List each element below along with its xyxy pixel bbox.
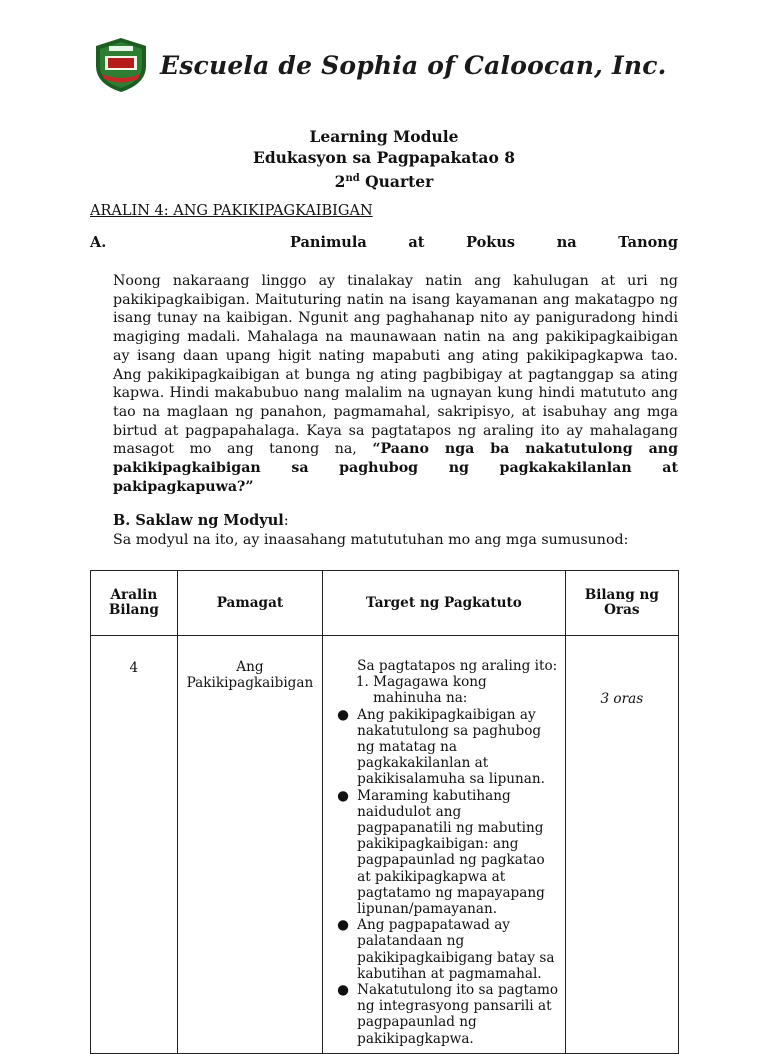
section-a-word: Tanong [618,234,678,251]
school-logo [92,36,150,94]
title-quarter: 2nd Quarter [334,172,434,192]
section-b-heading: B. Saklaw ng Modyul: [113,512,289,529]
bullet-icon: ● [337,787,350,804]
col-pamagat: Pamagat [177,571,322,636]
intro-paragraph [113,272,678,496]
lesson-heading: ARALIN 4: ANG PAKIKIPAGKAIBIGAN [90,203,373,219]
list-item: ● Nakatutulong ito sa pagtamo ng integrasyong pansarili at pagpapaunlad ng pakikipagkapwa. [337,982,559,1047]
table-row [91,636,679,1054]
cell-oras: 3 oras [565,636,678,1054]
col-aralin-bilang: Aralin Bilang [91,571,178,636]
cell-pamagat: Ang Pakikipagkaibigan [177,636,322,1054]
cell-target [323,636,565,1054]
intro-text: Noong nakaraang linggo ay tinalakay natin ang kahulugan at uri ng pakikipagkaibigan. Maituturing natin na isang kayamanan ang makatagpo ng isang tunay na kaibigan. Ngunit ang paghahanap nito ay paniguradong hindi magiging madali. Mahalaga na maunawaan natin na ang pakikipagkaibigan ay isang daan upang higit nating mapabuti ang ating pakikipagkapwa tao. Ang pakikipagkaibigan at bunga ng ating pagbibigay at pagtanggap sa ating kapwa. Hindi makabubuo nang malalim na ugnayan kung hindi matututo ang tao na maglaan ng panahon, pagmamahal, sakripisyo, at isabuhay ang mga birtud at pagpapahalaga. Kaya sa pagtatapos ng araling ito ay mahalagang masagot mo ang tanong na, [113,273,678,458]
section-b-description: Sa modyul na ito, ay inaasahang matututuhan mo ang mga sumusunod: [113,532,629,548]
cell-bilang: 4 [91,636,178,1054]
focus-question: “Paano nga ba nakatutulong ang pakikipagkaibigan sa paghubog ng pagkakakilanlan at pakipagkapuwa?” [113,441,679,495]
section-a-word: at [408,234,425,251]
module-titles [0,126,768,192]
page-header [92,36,667,94]
section-a-word: Panimula [290,234,367,251]
section-a-letter: A. [90,234,107,251]
section-a-word: na [556,234,577,251]
school-name: Escuela de Sophia of Caloocan, Inc. [160,50,667,80]
col-target: Target ng Pagkatuto [323,571,565,636]
module-scope-table [90,570,679,1054]
list-item: ● Maraming kabutihang naidudulot ang pagpapanatili ng mabuting pakikipagkaibigan: ang pagpapaunlad ng pagkatao at pakikipagkapwa at pagtatamo ng mapayapang lipunan/pamayanan. [337,787,545,918]
bullet-icon: ● [337,917,350,934]
section-a-word: Pokus [466,234,516,251]
target-bullet-list [333,707,558,1047]
title-subject: Edukasyon sa Pagpapakatao 8 [253,148,515,167]
list-item: ● Ang pakikipagkaibigan ay nakatutulong sa paghubog ng matatag na pagkakakilanlan at pakikisalamuha sa lipunan. [337,706,545,788]
list-item: 1. Magagawa kong mahinuha na: [373,674,558,706]
col-bilang-oras: Bilang ng Oras [565,571,678,636]
target-numbered-list [333,674,558,706]
target-intro: Sa pagtatapos ng araling ito: [357,658,558,674]
bullet-icon: ● [337,982,350,999]
list-item: ● Ang pagpapatawad ay palatandaan ng pakikipagkaibigang batay sa kabutihan at pagmamahal. [337,917,555,982]
table-header-row [91,571,679,636]
bullet-icon: ● [337,706,350,723]
title-learning-module: Learning Module [309,127,459,146]
